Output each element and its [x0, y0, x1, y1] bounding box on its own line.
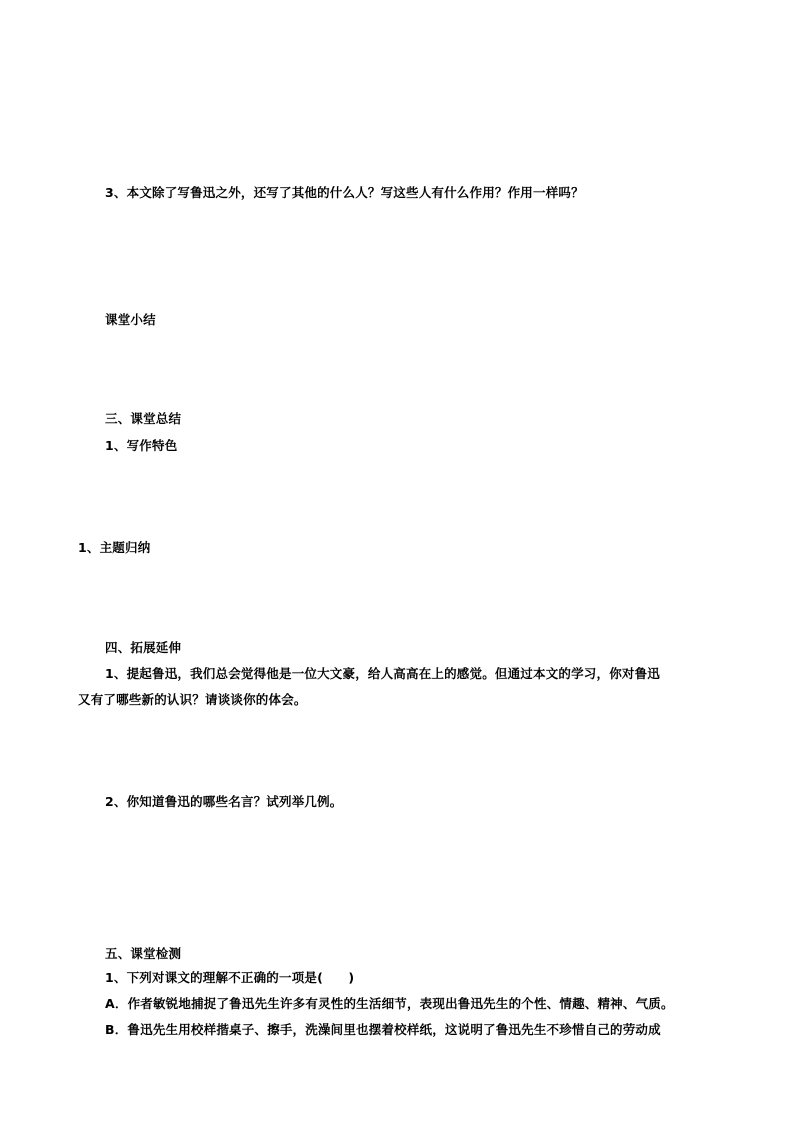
summary-heading: 课堂小结 [105, 312, 156, 327]
section-5-option-a: A．作者敏锐地捕捉了鲁迅先生许多有灵性的生活细节，表现出鲁迅先生的个性、情趣、精神、气质。 [105, 996, 674, 1011]
section-5-heading: 五、课堂检测 [105, 946, 182, 961]
section-3-item-writing-features: 1、写作特色 [105, 438, 178, 453]
section-4-item-2: 2、你知道鲁迅的哪些名言？试列举几例。 [105, 794, 343, 809]
section-5-question-1: 1、下列对课文的理解不正确的一项是( ) [105, 970, 355, 985]
section-3-item-theme-summary: 1、主题归纳 [78, 540, 151, 555]
section-5-option-b: B．鲁迅先生用校样揩桌子、擦手，洗澡间里也摆着校样纸，这说明了鲁迅先生不珍惜自己的劳动成 [105, 1022, 661, 1037]
section-4-item-1-line-2: 又有了哪些新的认识？请谈谈你的体会。 [78, 692, 307, 707]
section-4-heading: 四、拓展延伸 [105, 640, 182, 655]
section-3-heading: 三、课堂总结 [105, 411, 182, 426]
section-4-item-1-line-1: 1、提起鲁迅，我们总会觉得他是一位大文豪，给人高高在上的感觉。但通过本文的学习，你对鲁迅 [105, 666, 660, 681]
question-3: 3、本文除了写鲁迅之外，还写了其他的什么人？写这些人有什么作用？作用一样吗？ [105, 185, 584, 200]
